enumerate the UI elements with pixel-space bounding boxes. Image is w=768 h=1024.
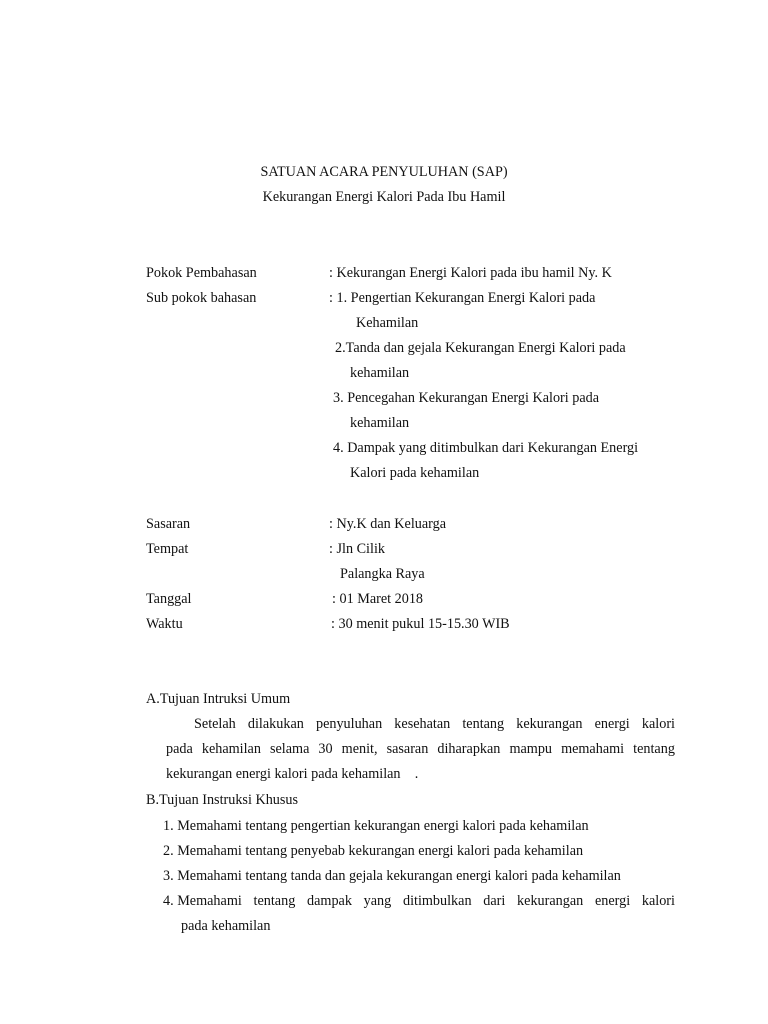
tanggal-value: : 01 Maret 2018 xyxy=(332,591,424,607)
word: kekurangan xyxy=(517,893,584,909)
tanggal-label: Tanggal xyxy=(146,591,192,607)
waktu-label: Waktu xyxy=(146,616,183,632)
pokok-value: : Kekurangan Energi Kalori pada ibu hamil Ny. K xyxy=(329,265,612,281)
tujuan-umum-heading: A.Tujuan Intruksi Umum xyxy=(146,691,291,707)
word: yang xyxy=(363,893,392,909)
sasaran-label: Sasaran xyxy=(146,516,191,532)
tujuan-khusus-item: 1. Memahami tentang pengertian kekurangan energi kalori pada kehamilan xyxy=(163,818,589,834)
word: tentang xyxy=(633,741,675,757)
tujuan-khusus-item: 2. Memahami tentang penyebab kekurangan energi kalori pada kehamilan xyxy=(163,843,584,859)
word: energi xyxy=(594,716,630,732)
word: dampak xyxy=(307,893,352,909)
sub-item-line: kehamilan xyxy=(350,365,410,381)
tujuan-umum-paragraph-line xyxy=(166,737,675,762)
word: tentang xyxy=(462,716,505,732)
sub-item-line: 2.Tanda dan gejala Kekurangan Energi Kalori pada xyxy=(335,340,626,356)
tujuan-umum-paragraph-line: kekurangan energi kalori pada kehamilan . xyxy=(166,766,419,782)
sub-item-line: Kalori pada kehamilan xyxy=(350,465,480,481)
sub-item-line: 3. Pencegahan Kekurangan Energi Kalori pada xyxy=(333,390,600,406)
word: kehamilan xyxy=(201,741,261,757)
tempat-value: : Jln Cilik xyxy=(329,541,385,557)
tujuan-khusus-item-cont: pada kehamilan xyxy=(181,918,271,934)
document-subtitle: Kekurangan Energi Kalori Pada Ibu Hamil xyxy=(262,189,506,205)
word: kalori xyxy=(641,893,675,909)
word: kesehatan xyxy=(394,716,451,732)
word: dilakukan xyxy=(247,716,304,732)
tujuan-khusus-item xyxy=(163,889,675,914)
word: energi xyxy=(594,893,631,909)
word: Setelah xyxy=(194,716,236,732)
word: 4. Memahami xyxy=(163,893,242,909)
sub-label: Sub pokok bahasan xyxy=(146,290,257,306)
waktu-value: : 30 menit pukul 15-15.30 WIB xyxy=(331,616,510,632)
document-title: SATUAN ACARA PENYULUHAN (SAP) xyxy=(260,164,508,180)
word: 30 xyxy=(318,741,333,757)
tujuan-khusus-item: 3. Memahami tentang tanda dan gejala kekurangan energi kalori pada kehamilan xyxy=(163,868,621,884)
word: ditimbulkan xyxy=(402,893,472,909)
word: tentang xyxy=(253,893,296,909)
word: selama xyxy=(269,741,310,757)
word: kalori xyxy=(641,716,675,732)
word: dari xyxy=(483,893,506,909)
pokok-label: Pokok Pembahasan xyxy=(146,265,257,281)
tempat-value-city: Palangka Raya xyxy=(340,566,425,582)
sub-item-line: Kehamilan xyxy=(356,315,419,331)
word: mampu xyxy=(509,741,553,757)
word: pada xyxy=(166,741,193,757)
word: kekurangan xyxy=(516,716,583,732)
tujuan-umum-paragraph-line xyxy=(194,712,675,737)
sub-item-line: : 1. Pengertian Kekurangan Energi Kalori pada xyxy=(329,290,596,306)
word: memahami xyxy=(561,741,625,757)
tujuan-khusus-heading: B.Tujuan Instruksi Khusus xyxy=(146,792,299,808)
word: sasaran xyxy=(386,741,429,757)
word: diharapkan xyxy=(437,741,501,757)
tempat-label: Tempat xyxy=(146,541,189,557)
word: penyuluhan xyxy=(315,716,383,732)
word: menit, xyxy=(341,741,378,757)
sub-item-line: kehamilan xyxy=(350,415,410,431)
sub-item-line: 4. Dampak yang ditimbulkan dari Kekurangan Energi xyxy=(333,440,639,456)
sasaran-value: : Ny.K dan Keluarga xyxy=(329,516,447,532)
